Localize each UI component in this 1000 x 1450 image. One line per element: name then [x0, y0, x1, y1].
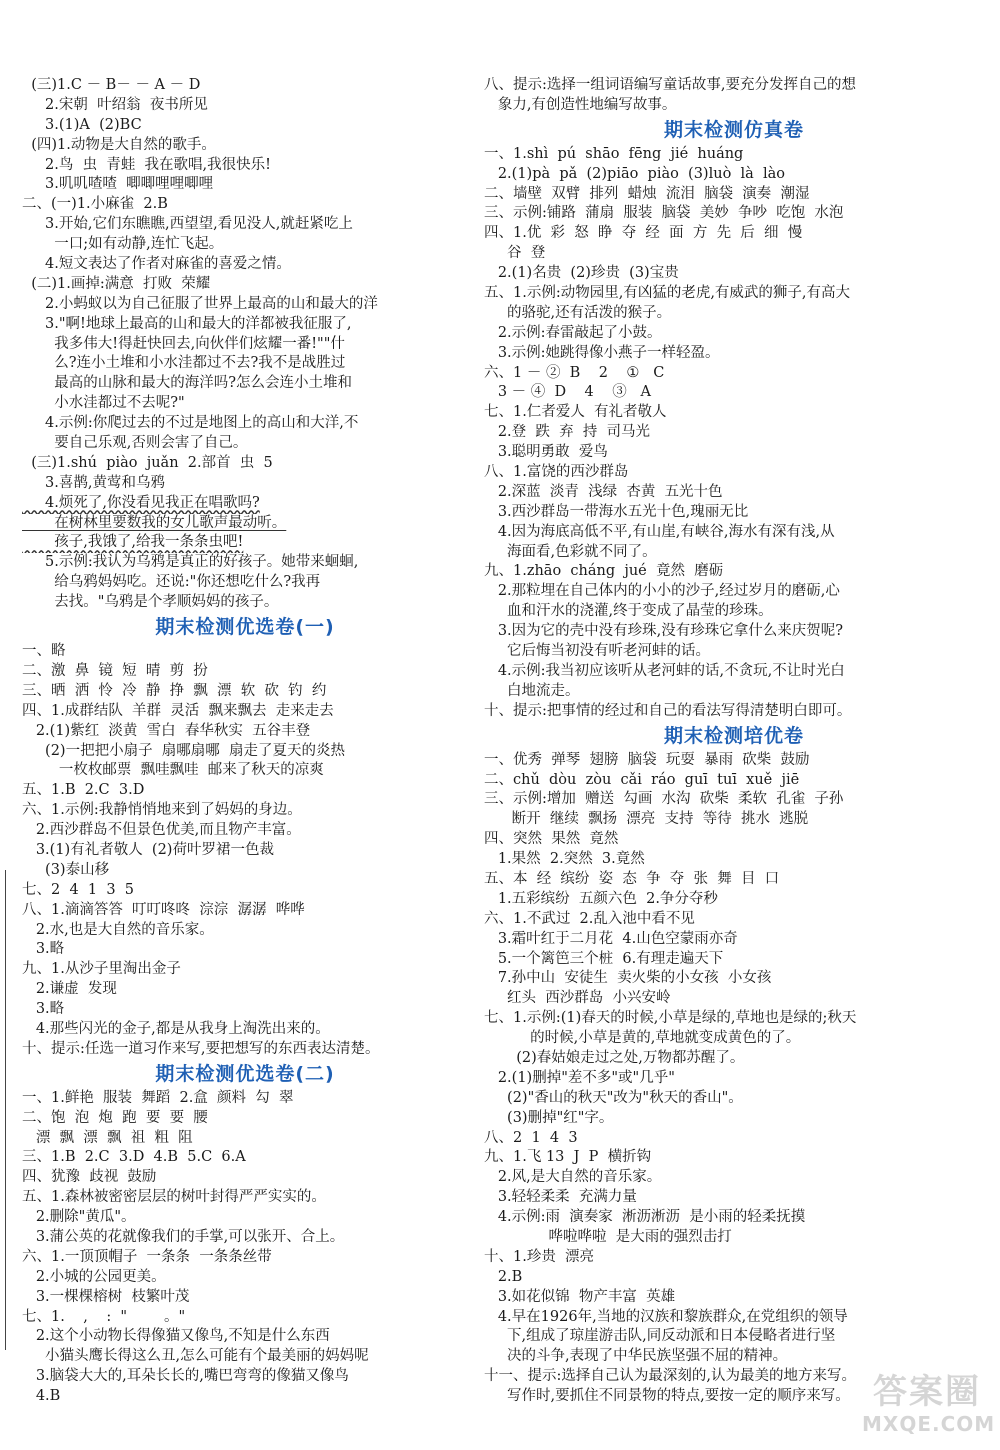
- answer-text: 3.蒲公英的花就像我们的手掌,可以张开、合上。: [22, 1228, 345, 1245]
- answer-line: [484, 1029, 984, 1049]
- answer-line: [484, 76, 984, 96]
- answer-text: 4.示例:你爬过去的不过是地图上的高山和大洋,不: [22, 415, 359, 432]
- answer-line: [22, 553, 468, 573]
- answer-line: [484, 324, 984, 344]
- answer-line: [22, 781, 468, 801]
- answer-text: 3.聪明勇敢 爱鸟: [484, 444, 608, 461]
- answer-text: (三)1.C － B－ － A － D: [22, 77, 201, 93]
- answer-text: 3 － ④ D 4 ③ A: [484, 384, 652, 401]
- answer-text: 九、1.从沙子里淘出金子: [22, 961, 181, 978]
- answer-text: 五、1.森林被密密层层的树叶封得严严实实的。: [22, 1189, 326, 1206]
- answer-line: [484, 244, 984, 264]
- answer-line: [22, 1228, 468, 1248]
- answer-text: 最高的山脉和最大的海洋吗?怎么会连小土堆和: [22, 375, 353, 392]
- answer-text: 4.烦死了,你没看见我正在唱歌吗?: [22, 494, 260, 511]
- answer-text: 的时候,小草是黄的,草地就变成黄色的了。: [484, 1030, 801, 1047]
- answer-line: [22, 722, 468, 742]
- answer-text: 2.西沙群岛不但景色优美,而且物产丰富。: [22, 822, 301, 839]
- answer-text: 3.开始,它们东瞧瞧,西望望,看见没人,就赶紧吃上: [22, 216, 353, 233]
- section-heading: 期末检测培优卷: [663, 724, 804, 747]
- answer-line: [484, 830, 984, 850]
- answer-line: [484, 930, 984, 950]
- answer-text: 1.果然 2.突然 3.竟然: [484, 851, 645, 868]
- answer-text: 白地流走。: [484, 682, 580, 699]
- answer-line: [22, 761, 468, 781]
- answer-text: 3.(1)A (2)BC: [22, 116, 142, 133]
- answer-line: [484, 562, 984, 582]
- answer-line: [484, 1049, 984, 1069]
- answer-line: [22, 175, 468, 195]
- answer-text: 2.小蚂蚁以为自己征服了世界上最高的山和最大的洋: [22, 295, 378, 312]
- answer-text: 2.宋朝 叶绍翁 夜书所见: [22, 96, 208, 113]
- answer-line: [22, 1268, 468, 1288]
- answer-line: [484, 1327, 984, 1347]
- answer-line: [484, 523, 984, 543]
- answer-text: 十、提示:任选一道习作来写,要把想写的东西表达清楚。: [22, 1040, 380, 1057]
- answer-line: [484, 771, 984, 791]
- answer-text: 3."啊!地球上最高的山和最大的洋都被我征服了,: [22, 315, 352, 332]
- answer-text: 3.略: [22, 1001, 65, 1018]
- answer-text: 2.深蓝 淡青 浅绿 杏黄 五光十色: [484, 483, 723, 500]
- answer-text: 给乌鸦妈妈吃。还说:"你还想吃什么?我再: [22, 574, 321, 591]
- answer-text: 决的斗争,表现了中华民族坚强不屈的精神。: [484, 1348, 788, 1365]
- answer-line: [484, 702, 984, 722]
- answer-line: [22, 494, 468, 514]
- answer-text: 写作时,要抓住不同景物的特点,要按一定的顺序来写。: [484, 1388, 850, 1405]
- answer-text: 2.(1)删掉"差不多"或"几乎": [484, 1069, 675, 1086]
- answer-line: [22, 742, 468, 762]
- answer-text: (三)1.shú piào juǎn 2.部首 虫 5: [22, 454, 273, 471]
- answer-text: 3.一棵棵榕树 枝繁叶茂: [22, 1288, 190, 1305]
- answer-text: 在树林里要数我的女儿歌声最动听。: [22, 514, 287, 531]
- answer-text: 二、激 鼻 镜 短 晴 剪 扮: [22, 662, 208, 679]
- answer-line: [22, 1109, 468, 1129]
- answer-line: [484, 503, 984, 523]
- answer-text: 断开 继续 飘扬 漂亮 支持 等待 挑水 逃脱: [484, 811, 809, 828]
- answer-text: 五、1.示例:动物园里,有凶猛的老虎,有威武的狮子,有高大: [484, 285, 851, 302]
- answer-line: [22, 1367, 468, 1387]
- answer-text: 4.那些闪光的金子,都是从我身上淘洗出来的。: [22, 1020, 330, 1037]
- answer-text: 去找。"乌鸦是个孝顺妈妈的孩子。: [22, 594, 279, 611]
- answer-text: 一、优秀 弹琴 翅膀 脑袋 玩耍 暴雨 砍柴 鼓励: [484, 751, 810, 768]
- right-column: [484, 76, 984, 1407]
- answer-text: 2.谦虚 发现: [22, 981, 117, 998]
- answer-line: [22, 940, 468, 960]
- answer-text: 三、1.B 2.C 3.D 4.B 5.C 6.A: [22, 1149, 246, 1166]
- answer-text: 的骆驼,还有活泼的猴子。: [484, 304, 672, 321]
- answer-text: 八、2 1 4 3: [484, 1129, 578, 1146]
- answer-text: 哗啦哗啦 是大雨的强烈击打: [484, 1228, 732, 1245]
- answer-text: 五、本 经 缤纷 姿 态 争 夺 张 舞 目 口: [484, 870, 780, 887]
- answer-line: [22, 921, 468, 941]
- answer-line: [22, 1020, 468, 1040]
- answer-line: [22, 642, 468, 662]
- answer-line: [484, 383, 984, 403]
- answer-line: [484, 1268, 984, 1288]
- answer-text: 七、2 4 1 3 5: [22, 881, 134, 898]
- answer-text: 一枚枚邮票 飘哇飘哇 邮来了秋天的凉爽: [22, 762, 324, 779]
- answer-line: [484, 950, 984, 970]
- answer-line: [22, 841, 468, 861]
- answer-line: [22, 136, 468, 156]
- answer-text: 三、示例:铺路 蒲扇 服装 脑袋 美妙 争吵 吃饱 水泡: [484, 205, 844, 222]
- answer-line: [484, 1148, 984, 1168]
- answer-line: [22, 901, 468, 921]
- answer-text: 红头 西沙群岛 小兴安岭: [484, 990, 671, 1007]
- answer-text: 海面看,色彩就不同了。: [484, 543, 657, 560]
- answer-text: 4.短文表达了作者对麻雀的喜爱之情。: [22, 256, 291, 273]
- answer-text: 九、1.zhāo cháng jué 竟然 磨砺: [484, 563, 724, 580]
- answer-text: 3.如花似锦 物产丰富 英雄: [484, 1288, 676, 1305]
- answer-line: [22, 980, 468, 1000]
- answer-text: 2.登 跌 弃 持 司马光: [484, 424, 651, 441]
- answer-line: [22, 662, 468, 682]
- answer-text: 3.略: [22, 941, 65, 958]
- answer-text: 一口;如有动静,连忙飞起。: [22, 236, 224, 253]
- answer-text: 2.B: [484, 1268, 523, 1285]
- answer-text: 九、1.飞 13 J P 横折钩: [484, 1149, 652, 1166]
- answer-text: 4.因为海底高低不平,有山崖,有峡谷,海水有深有浅,从: [484, 523, 835, 540]
- answer-text: 七、1.仁者爱人 有礼者敬人: [484, 404, 667, 421]
- answer-line: [22, 295, 468, 315]
- answer-line: [22, 195, 468, 215]
- answer-line: [484, 1168, 984, 1188]
- answer-line: [22, 1208, 468, 1228]
- answer-line: [484, 890, 984, 910]
- answer-line: [22, 881, 468, 901]
- answer-text: (二)1.画掉:满意 打败 荣耀: [22, 275, 211, 292]
- answer-text: 2.(1)名贵 (2)珍贵 (3)宝贵: [484, 265, 679, 282]
- answer-line: [484, 1208, 984, 1228]
- answer-text: 3.霜叶红于二月花 4.山色空蒙雨亦奇: [484, 930, 738, 947]
- answer-text: 四、1.优 彩 怒 睁 夺 经 面 方 先 后 细 慢: [484, 225, 803, 242]
- answer-line: [484, 910, 984, 930]
- answer-line: [484, 1109, 984, 1129]
- answer-line: [484, 96, 984, 116]
- answer-text: 3.喜鹊,黄莺和乌鸦: [22, 474, 165, 491]
- answer-text: 小猫头鹰长得这么丑,怎么可能有个最美丽的妈妈呢: [22, 1348, 369, 1365]
- answer-text: 六、1 － ② B 2 ① C: [484, 364, 665, 381]
- answer-text: 八、1.滴滴答答 叮叮咚咚 淙淙 潺潺 哗哗: [22, 901, 305, 918]
- answer-text: 一、略: [22, 643, 66, 660]
- answer-line: [484, 969, 984, 989]
- answer-line: [22, 96, 468, 116]
- answer-line: [22, 1000, 468, 1020]
- answer-text: 六、1.不武过 2.乱入池中看不见: [484, 910, 695, 927]
- answer-text: 二、(一)1.小麻雀 2.B: [22, 196, 168, 213]
- answer-line: [484, 165, 984, 185]
- answer-line: [484, 662, 984, 682]
- answer-line: [22, 682, 468, 702]
- answer-text: 2.删除"黄瓜"。: [22, 1209, 136, 1226]
- answer-text: 3.脑袋大大的,耳朵长长的,嘴巴弯弯的像猫又像鸟: [22, 1368, 349, 1385]
- answer-text: (2)一把把小扇子 扇哪扇哪 扇走了夏天的炎热: [22, 742, 346, 759]
- answer-line: [484, 483, 984, 503]
- answer-text: 四、1.成群结队 羊群 灵活 飘来飘去 走来走去: [22, 702, 334, 719]
- answer-text: 2.风,是大自然的音乐家。: [484, 1169, 662, 1186]
- answer-line: [484, 1009, 984, 1029]
- answer-text: 2.那粒埋在自己体内的小小的沙子,经过岁月的磨砺,心: [484, 583, 840, 600]
- answer-text: 四、突然 果然 竟然: [484, 831, 619, 848]
- answer-text: 4.示例:雨 演奏家 淅沥淅沥 是小雨的轻柔抚摸: [484, 1209, 806, 1226]
- answer-text: 三、示例:增加 赠送 勾画 水沟 砍柴 柔软 孔雀 子孙: [484, 791, 844, 808]
- answer-text: 我多伟大!得赶快回去,向伙伴们炫耀一番!""什: [22, 335, 345, 352]
- answer-line: [22, 821, 468, 841]
- answer-line: [484, 423, 984, 443]
- answer-line: [484, 1288, 984, 1308]
- answer-text: 六、1.一顶顶帽子 一条条 一条条丝带: [22, 1248, 272, 1265]
- answer-line: [22, 374, 468, 394]
- answer-text: 5.示例:我认为乌鸦是真正的好孩子。她带来蛔蛔,: [22, 554, 359, 571]
- answer-line: [22, 76, 468, 96]
- answer-line: [22, 1040, 468, 1060]
- watermark-bottom-text: MXQE.COM: [862, 1412, 996, 1436]
- answer-line: [22, 573, 468, 593]
- answer-line: [484, 145, 984, 165]
- answer-line: [484, 810, 984, 830]
- answer-line: [22, 275, 468, 295]
- answer-text: 下,组成了琼崖游击队,同反动派和日本侵略者进行坚: [484, 1328, 836, 1345]
- answer-line: [484, 989, 984, 1009]
- answer-line: [484, 304, 984, 324]
- answer-line: [22, 533, 468, 553]
- answer-line: [484, 602, 984, 622]
- watermark-top-text: 答案圈: [873, 1372, 981, 1412]
- answer-line: [484, 1248, 984, 1268]
- answer-line: [22, 1387, 468, 1407]
- answer-line: [484, 185, 984, 205]
- answer-text: 2.示例:春雷敲起了小鼓。: [484, 324, 662, 341]
- answer-text: 二、饱 泡 炮 跑 要 要 腰: [22, 1109, 208, 1126]
- answer-line: [22, 394, 468, 414]
- answer-line: [22, 156, 468, 176]
- answer-line: [22, 514, 468, 534]
- answer-line: [484, 1129, 984, 1149]
- answer-line: [484, 751, 984, 771]
- answer-line: [22, 593, 468, 613]
- section-heading: 期末检测优选卷(一): [155, 616, 335, 639]
- answer-text: 2.(1)pà pǎ (2)piāo piào (3)luò là lào: [484, 165, 786, 182]
- answer-text: 五、1.B 2.C 3.D: [22, 782, 145, 799]
- answer-line: [22, 1168, 468, 1188]
- answer-line: [22, 414, 468, 434]
- answer-line: [484, 1188, 984, 1208]
- answer-text: 六、1.示例:我静悄悄地来到了妈妈的身边。: [22, 802, 302, 819]
- answer-line: [22, 801, 468, 821]
- left-column: [22, 76, 468, 1407]
- answer-line: [484, 463, 984, 483]
- answer-text: 十、1.珍贵 漂亮: [484, 1248, 595, 1265]
- answer-line: [22, 235, 468, 255]
- answer-line: [22, 702, 468, 722]
- answer-line: [22, 1129, 468, 1149]
- answer-text: 八、1.富饶的西沙群岛: [484, 464, 629, 481]
- answer-line: [484, 582, 984, 602]
- answer-line: [22, 861, 468, 881]
- answer-text: 谷 登: [484, 245, 546, 262]
- answer-text: 2.这个小动物长得像猫又像鸟,不知是什么东西: [22, 1328, 330, 1345]
- answer-line: [22, 255, 468, 275]
- answer-line: [22, 335, 468, 355]
- answer-line: [484, 264, 984, 284]
- answer-text: 2.水,也是大自然的音乐家。: [22, 921, 214, 938]
- answer-text: 3.(1)有礼者敬人 (2)荷叶罗裙一色裁: [22, 841, 274, 858]
- answer-text: 十、提示:把事情的经过和自己的看法写得清楚明白即可。: [484, 702, 852, 719]
- answer-line: [484, 224, 984, 244]
- answer-text: 4.早在1926年,当地的汉族和黎族群众,在党组织的领导: [484, 1308, 848, 1325]
- answer-text: 二、墙壁 双臂 排列 蜡烛 流泪 脑袋 演奏 潮湿: [484, 185, 810, 202]
- answer-line: [22, 215, 468, 235]
- section-heading: 期末检测优选卷(二): [155, 1062, 335, 1085]
- answer-text: 四、犹豫 歧视 鼓励: [22, 1169, 157, 1186]
- answer-text: 4.B: [22, 1388, 61, 1405]
- answer-text: 小水洼都过不去呢?": [22, 395, 185, 412]
- answer-text: (四)1.动物是大自然的歌手。: [22, 136, 216, 153]
- answer-text: 漂 飘 漂 飘 祖 粗 阻: [22, 1129, 193, 1146]
- answer-text: 七、1. , : " 。": [22, 1308, 186, 1325]
- answer-line: [484, 403, 984, 423]
- answer-text: 2.(1)紫红 淡黄 雪白 春华秋实 五谷丰登: [22, 722, 311, 739]
- answer-line: [22, 474, 468, 494]
- answer-line: [22, 116, 468, 136]
- answer-line: [484, 543, 984, 563]
- answer-text: 2.鸟 虫 青蛙 我在歌唱,我很快乐!: [22, 156, 271, 173]
- answer-line: [484, 682, 984, 702]
- answer-line: [484, 1089, 984, 1109]
- answer-line: [484, 344, 984, 364]
- answer-line: [484, 642, 984, 662]
- answer-text: 1.五彩缤纷 五颜六色 2.争分夺秒: [484, 890, 718, 907]
- answer-text: 二、chǔ dòu zòu cǎi ráo guī tuī xuě jiē: [484, 771, 800, 788]
- answer-line: [484, 284, 984, 304]
- answer-text: 孩子,我饿了,给我一条条虫吧!: [22, 534, 244, 551]
- answer-line: [484, 364, 984, 384]
- answer-line: [22, 1089, 468, 1109]
- answer-text: 4.示例:我当初应该听从老河蚌的话,不贪玩,不让时光白: [484, 662, 845, 679]
- answer-line: [484, 443, 984, 463]
- answer-line: [22, 1327, 468, 1347]
- answer-line: [22, 434, 468, 454]
- answer-text: 3.因为它的壳中没有珍珠,没有珍珠它拿什么来庆贺呢?: [484, 623, 844, 640]
- answer-line: [22, 960, 468, 980]
- answer-text: 么?连小土堆和小水洼都过不去?我不是战胜过: [22, 355, 346, 372]
- answer-text: 5.一个篱笆三个桩 6.有理走遍天下: [484, 950, 724, 967]
- answer-text: 它后悔当初没有听老河蚌的话。: [484, 643, 711, 660]
- answer-line: [484, 622, 984, 642]
- answer-line: [22, 1248, 468, 1268]
- watermark-logo: [862, 1372, 996, 1442]
- answer-line: [22, 354, 468, 374]
- answer-text: 三、晒 洒 怜 冷 静 挣 飘 漂 软 砍 钓 约: [22, 682, 327, 699]
- answer-line: [484, 204, 984, 224]
- answer-text: 一、1.shì pú shāo fēng jié huáng: [484, 145, 744, 162]
- answer-text: 八、提示:选择一组词语编写童话故事,要充分发挥自己的想: [484, 77, 856, 93]
- answer-line: [22, 1308, 468, 1328]
- answer-text: 象力,有创造性地编写故事。: [484, 96, 677, 113]
- answer-text: (2)"香山的秋天"改为"秋天的香山"。: [484, 1089, 743, 1106]
- answer-line: [484, 790, 984, 810]
- answer-line: [484, 850, 984, 870]
- answer-text: 7.孙中山 安徒生 卖火柴的小女孩 小女孩: [484, 970, 772, 987]
- answer-text: 一、1.鲜艳 服装 舞蹈 2.盒 颜料 勾 翠: [22, 1089, 294, 1106]
- answer-line: [484, 1228, 984, 1248]
- answer-line: [22, 1148, 468, 1168]
- answer-text: 2.小城的公园更美。: [22, 1268, 166, 1285]
- answer-line: [484, 1347, 984, 1367]
- margin-rule: [5, 870, 8, 1350]
- answer-text: 要自己乐观,否则会害了自己。: [22, 435, 248, 452]
- answer-line: [22, 315, 468, 335]
- answer-line: [484, 1069, 984, 1089]
- answer-text: 3.示例:她跳得像小燕子一样轻盈。: [484, 344, 720, 361]
- answer-line: [22, 454, 468, 474]
- answer-text: (3)删掉"红"字。: [484, 1109, 614, 1126]
- answer-line: [22, 1188, 468, 1208]
- answer-text: 十一、提示:选择自己认为最深刻的,认为最美的地方来写。: [484, 1368, 856, 1385]
- answer-line: [484, 1308, 984, 1328]
- section-heading: 期末检测仿真卷: [663, 118, 804, 141]
- answer-line: [22, 1347, 468, 1367]
- answer-text: 3.叽叽喳喳 唧唧哩哩唧哩: [22, 176, 214, 193]
- answer-line: [22, 1288, 468, 1308]
- answer-text: 3.轻轻柔柔 充满力量: [484, 1189, 637, 1206]
- answer-line: [484, 870, 984, 890]
- answer-text: (3)泰山移: [22, 861, 110, 878]
- answer-text: 血和汗水的浇灌,终于变成了晶莹的珍珠。: [484, 603, 773, 620]
- answer-text: 七、1.示例:(1)春天的时候,小草是绿的,草地也是绿的;秋天: [484, 1010, 857, 1027]
- answer-text: 3.西沙群岛一带海水五光十色,瑰丽无比: [484, 503, 749, 520]
- answer-text: (2)春姑娘走过之处,万物都苏醒了。: [484, 1049, 745, 1066]
